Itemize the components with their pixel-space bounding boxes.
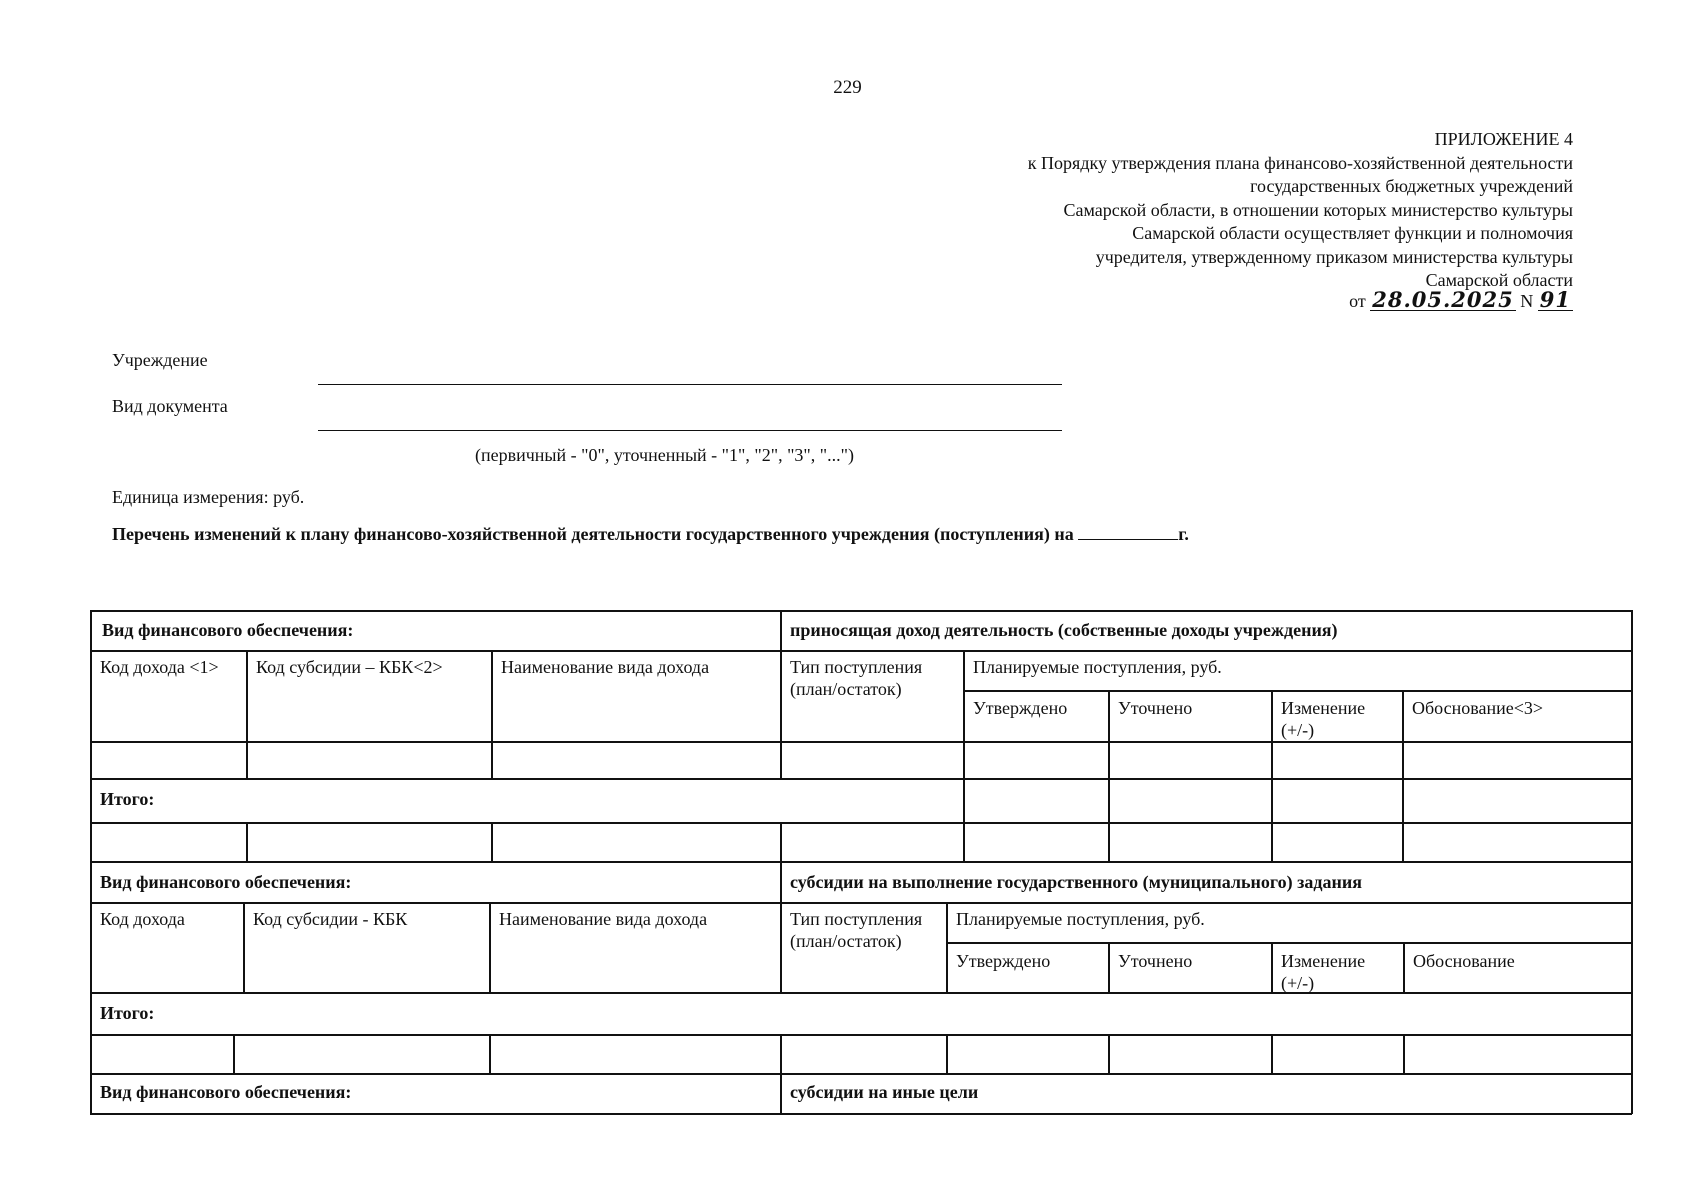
s2-col-income-name: Наименование вида дохода	[499, 909, 708, 929]
appendix-line: Самарской области, в отношении которых министерство культуры	[1063, 199, 1573, 220]
handwritten-number: 91	[1539, 287, 1571, 312]
s2-col-planned: Планируемые поступления, руб.	[956, 909, 1205, 929]
form-title	[112, 523, 1189, 545]
s1-funding-value: приносящая доход деятельность (собственные доходы учреждения)	[790, 620, 1338, 640]
s1-col-approved: Утверждено	[973, 698, 1068, 718]
appendix-line: Самарской области осуществляет функции и полномочия	[1132, 223, 1573, 243]
number-prefix: N	[1520, 291, 1534, 311]
page-number: 229	[833, 77, 862, 98]
s1-col-justification: Обоснование<3>	[1412, 698, 1544, 718]
s1-col-clarified: Уточнено	[1118, 698, 1193, 718]
s1-col-income-name: Наименование вида дохода	[501, 657, 710, 677]
institution-label: Учреждение	[112, 350, 208, 370]
s3-funding-label: Вид финансового обеспечения:	[100, 1082, 352, 1102]
s1-total-label: Итого:	[100, 789, 155, 809]
s2-col-subsidy-code: Код субсидии - КБК	[253, 909, 408, 929]
s2-col-receipt-type: Тип поступления (план/остаток)	[790, 909, 923, 951]
s1-col-subsidy-code: Код субсидии – КБК<2>	[256, 657, 443, 677]
s1-col-receipt-type: Тип поступления (план/остаток)	[790, 657, 923, 699]
s2-funding-label: Вид финансового обеспечения:	[100, 872, 352, 892]
s2-col-change: Изменение (+/-)	[1281, 951, 1366, 993]
appendix-line: к Порядку утверждения плана финансово-хозяйственной деятельности	[1027, 152, 1573, 173]
appendix-block	[1028, 128, 1573, 293]
s2-col-clarified: Уточнено	[1118, 951, 1193, 971]
s2-col-approved: Утверждено	[956, 951, 1051, 971]
s1-funding-label: Вид финансового обеспечения:	[102, 620, 354, 640]
order-date-line	[1349, 287, 1573, 312]
appendix-line: Самарской области	[1425, 270, 1573, 290]
date-prefix: от	[1349, 291, 1366, 311]
appendix-heading: ПРИЛОЖЕНИЕ 4	[1434, 129, 1573, 149]
s2-col-income-code: Код дохода	[100, 909, 185, 929]
doc-type-note: (первичный - "0", уточненный - "1", "2", "3", "...")	[475, 445, 854, 465]
s2-total-label: Итого:	[100, 1003, 155, 1023]
year-field[interactable]	[1078, 523, 1178, 540]
s3-funding-value: субсидии на иные цели	[790, 1082, 979, 1102]
form-title-suffix: г.	[1178, 524, 1189, 544]
changes-table	[90, 610, 1632, 1114]
form-title-text: Перечень изменений к плану финансово-хозяйственной деятельности государственного учреждения (поступления) на	[112, 524, 1074, 544]
s1-col-income-code: Код дохода <1>	[100, 657, 219, 677]
s1-col-planned: Планируемые поступления, руб.	[973, 657, 1222, 677]
institution-field[interactable]	[318, 384, 1062, 385]
s2-funding-value: субсидии на выполнение государственного (муниципального) задания	[790, 872, 1362, 892]
s2-col-justification: Обоснование	[1413, 951, 1515, 971]
doc-type-label: Вид документа	[112, 396, 228, 416]
doc-type-field[interactable]	[318, 430, 1062, 431]
appendix-line: учредителя, утвержденному приказом министерства культуры	[1095, 246, 1573, 267]
appendix-line: государственных бюджетных учреждений	[1250, 176, 1573, 196]
handwritten-date: 28.05.2025	[1372, 287, 1514, 312]
unit-label: Единица измерения: руб.	[112, 487, 305, 507]
s1-col-change: Изменение (+/-)	[1281, 698, 1366, 740]
